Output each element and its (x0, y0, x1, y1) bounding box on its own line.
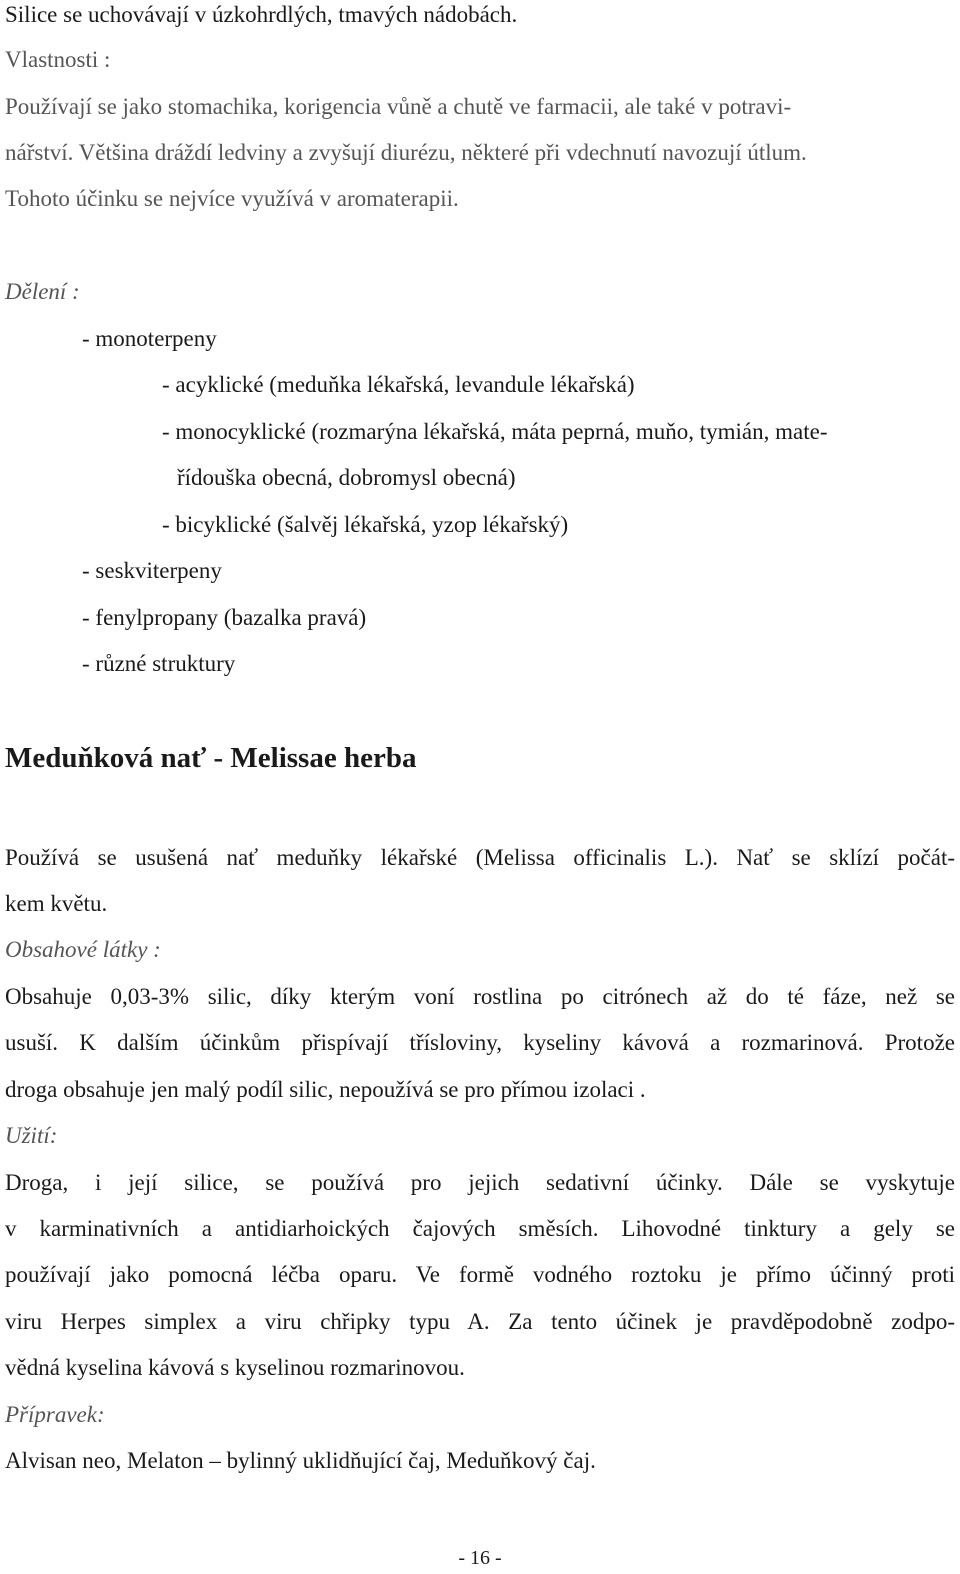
contents-line-1: Obsahuje 0,03-3% silic, díky kterým voní rostlina po citrónech až do té fáze, než se (5, 984, 955, 1009)
properties-line-3: Tohoto účinku se nejvíce využívá v aromaterapii. (5, 186, 459, 211)
intro-line-storage: Silice se uchovávají v úzkohrdlých, tmavých nádobách. (5, 2, 518, 27)
use-line-1: Droga, i její silice, se používá pro jejich sedativní účinky. Dále se vyskytuje (5, 1170, 955, 1195)
page-number: - 16 - (458, 1547, 502, 1569)
section-title: Meduňková nať - Melissae herba (5, 742, 417, 774)
use-line-3: používají jako pomocná léčba oparu. Ve formě vodného roztoku je přímo účinný proti (5, 1262, 955, 1287)
properties-line-1: Používají se jako stomachika, korigencia vůně a chutě ve farmacii, ale také v potravi- (5, 94, 792, 119)
contents-label: Obsahové látky : (5, 937, 161, 962)
preparations-line: Alvisan neo, Melaton – bylinný uklidňující čaj, Meduňkový čaj. (5, 1448, 596, 1473)
usage-line-2: kem květu. (5, 891, 108, 916)
division-item-acyclic: - acyklické (meduňka lékařská, levandule lékařská) (162, 372, 635, 397)
properties-label: Vlastnosti : (5, 47, 111, 72)
usage-line-1: Používá se usušená nať meduňky lékařské (Melissa officinalis L.). Nať se sklízí počát- (5, 845, 955, 870)
contents-line-3: droga obsahuje jen malý podíl silic, nepoužívá se pro přímou izolaci . (5, 1077, 646, 1102)
use-label: Užití: (5, 1123, 58, 1148)
division-label: Dělení : (5, 279, 80, 304)
division-item-monoterpeny: - monoterpeny (82, 326, 217, 351)
division-item-monocyclic-cont: řídouška obecná, dobromysl obecná) (177, 465, 516, 490)
division-item-fenylpropany: - fenylpropany (bazalka pravá) (82, 605, 367, 630)
division-item-bicyclic: - bicyklické (šalvěj lékařská, yzop lékařský) (162, 512, 569, 537)
use-line-2: v karminativních a antidiarhoických čajových směsích. Lihovodné tinktury a gely se (5, 1216, 955, 1241)
use-line-4: viru Herpes simplex a viru chřipky typu A. Za tento účinek je pravděpodobně zodpo- (5, 1309, 955, 1334)
preparations-label: Přípravek: (5, 1402, 105, 1427)
division-item-seskviterpeny: - seskviterpeny (82, 558, 222, 583)
contents-line-2: usuší. K dalším účinkům přispívají třísloviny, kyseliny kávová a rozmarinová. Protože (5, 1030, 955, 1055)
properties-line-2: nářství. Většina dráždí ledviny a zvyšují diurézu, některé při vdechnutí navozují útlum. (5, 140, 807, 165)
division-item-monocyclic: - monocyklické (rozmarýna lékařská, máta peprná, muňo, tymián, mate- (162, 419, 828, 444)
use-line-5: vědná kyselina kávová s kyselinou rozmarinovou. (5, 1355, 465, 1380)
division-item-ruzne: - různé struktury (82, 651, 236, 676)
